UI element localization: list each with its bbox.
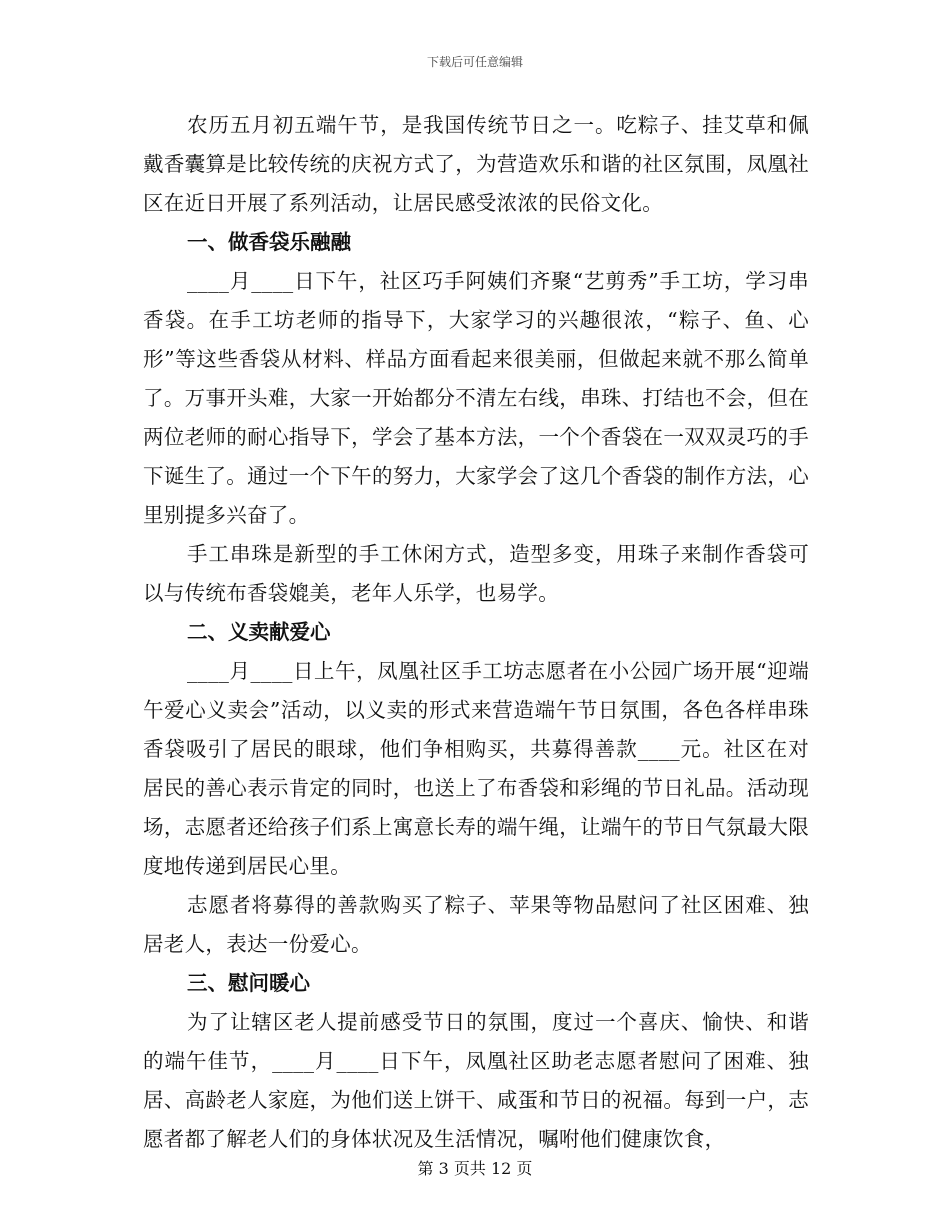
paragraph-donation-use: 志愿者将募得的善款购买了粽子、苹果等物品慰问了社区困难、独居老人，表达一份爱心。 xyxy=(143,893,809,956)
document-body xyxy=(143,106,809,1159)
paragraph-elderly-visit: 为了让辖区老人提前感受节日的氛围，度过一个喜庆、愉快、和谐的端午佳节，____月____日下午，凤凰社区助老志愿者慰问了困难、独居、高龄老人家庭，为他们送上饼干、咸蛋和节日的祝福。每到一户，志愿者都了解老人们的身体状况及生活情况，嘱咐他们健康饮食， xyxy=(143,1010,809,1151)
paragraph-charity-sale: ____月____日上午，凤凰社区手工坊志愿者在小公园广场开展“迎端午爱心义卖会”活动，以义卖的形式来营造端午节日氛围，各色各样串珠香袋吸引了居民的眼球，他们争相购买，共募得善款____元。社区在对居民的善心表示肯定的同时，也送上了布香袋和彩绳的节日礼品。活动现场，志愿者还给孩子们系上寓意长寿的端午绳，让端午的节日气氛最大限度地传递到居民心里。 xyxy=(143,659,809,878)
paragraph-intro: 农历五月初五端午节，是我国传统节日之一。吃粽子、挂艾草和佩戴香囊算是比较传统的庆祝方式了，为营造欢乐和谐的社区氛围，凤凰社区在近日开展了系列活动，让居民感受浓浓的民俗文化。 xyxy=(143,113,809,215)
paragraph-sachet-making: ____月____日下午，社区巧手阿姨们齐聚“艺剪秀”手工坊，学习串香袋。在手工坊老师的指导下，大家学习的兴趣很浓，“粽子、鱼、心形”等这些香袋从材料、样品方面看起来很美丽，但做起来就不那么简单了。万事开头难，大家一开始都分不清左右线，串珠、打结也不会，但在两位老师的耐心指导下，学会了基本方法，一个个香袋在一双双灵巧的手下诞生了。通过一个下午的努力，大家学会了这几个香袋的制作方法，心里别提多兴奋了。 xyxy=(143,269,809,527)
paragraph-beading: 手工串珠是新型的手工休闲方式，造型多变，用珠子来制作香袋可以与传统布香袋媲美，老年人乐学，也易学。 xyxy=(143,542,809,605)
section-heading-3: 三、慰问暖心 xyxy=(187,971,310,995)
section-heading-2: 二、义卖献爱心 xyxy=(187,620,331,644)
page-header: 下载后可任意编辑 xyxy=(426,55,523,69)
section-heading-1: 一、做香袋乐融融 xyxy=(187,230,351,254)
page-number: 第 3 页共 12 页 xyxy=(417,1159,533,1178)
